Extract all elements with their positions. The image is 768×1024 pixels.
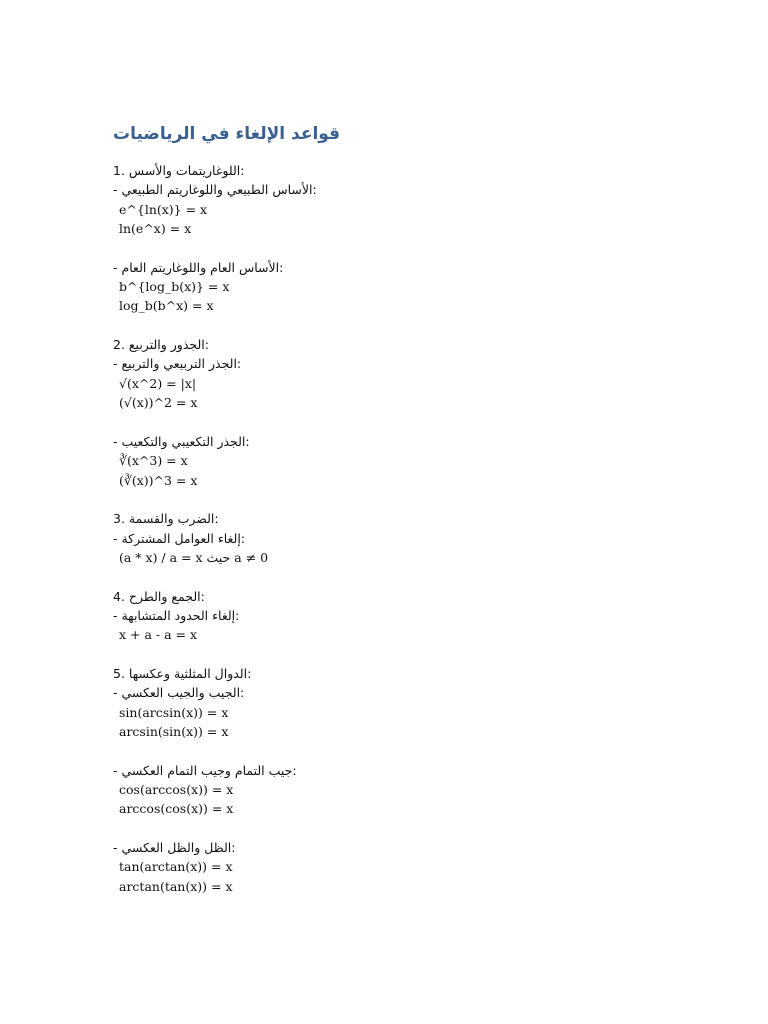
formula-line: arcsin(sin(x)) = x [119, 723, 229, 739]
formula-line: cos(arccos(x)) = x [119, 782, 234, 797]
document-page [113, 118, 673, 896]
formula-line: b^{log_b(x)} = x [119, 279, 230, 295]
rule-heading-line: - إلغاء الحدود المتشابهة: [113, 607, 240, 623]
document-body [113, 161, 673, 896]
formula-line: e^{ln(x)} = x [119, 201, 208, 217]
blank-line [113, 645, 673, 664]
rule-heading-line: - الجذر التربيعي والتربيع: [113, 356, 242, 372]
rule-heading-line: - الأساس الطبيعي واللوغاريتم الطبيعي: [113, 182, 317, 198]
formula-line: sin(arcsin(x)) = x [119, 704, 229, 720]
blank-line [113, 567, 673, 586]
formula-line: (∛(x))^3 = x [119, 472, 198, 488]
blank-line [113, 490, 673, 509]
rule-heading-line: - جيب التمام وجيب التمام العكسي: [113, 762, 297, 778]
rule-heading-line: 1. اللوغاريتمات والأسس: [113, 163, 245, 178]
rule-heading-line: - الجيب والجيب العكسي: [113, 685, 245, 701]
formula-line: log_b(b^x) = x [119, 298, 214, 314]
rule-heading-line: - الجذر التكعيبي والتكعيب: [113, 433, 250, 449]
blank-line [113, 316, 673, 335]
formula-line: ∛(x^3) = x [119, 453, 188, 469]
document-title: قواعد الإلغاء في الرياضيات [113, 124, 341, 144]
formula-line: √(x^2) = |x| [119, 375, 197, 391]
rule-heading-line: 4. الجمع والطرح: [113, 588, 205, 604]
blank-line [113, 741, 673, 760]
rule-heading-line: 2. الجذور والتربيع: [113, 337, 209, 353]
blank-line [113, 819, 673, 838]
formula-line: tan(arctan(x)) = x [119, 859, 233, 875]
formula-line: arctan(tan(x)) = x [119, 878, 233, 894]
rule-heading-line: - الظل والظل العكسي: [113, 840, 236, 856]
rule-heading-line: 5. الدوال المثلثية وعكسها: [113, 665, 252, 681]
rule-heading-line: - الأساس العام واللوغاريتم العام: [113, 259, 284, 275]
rule-heading-line: 3. الضرب والقسمة: [113, 511, 219, 527]
formula-line: (a * x) / a = x حيث a ≠ 0 [119, 549, 269, 565]
formula-line: arccos(cos(x)) = x [119, 801, 234, 817]
blank-line [113, 412, 673, 431]
formula-line: (√(x))^2 = x [119, 395, 198, 411]
formula-line: ln(e^x) = x [119, 221, 192, 237]
formula-line: x + a - a = x [119, 627, 198, 643]
rule-heading-line: - إلغاء العوامل المشتركة: [113, 530, 246, 546]
blank-line [113, 238, 673, 257]
